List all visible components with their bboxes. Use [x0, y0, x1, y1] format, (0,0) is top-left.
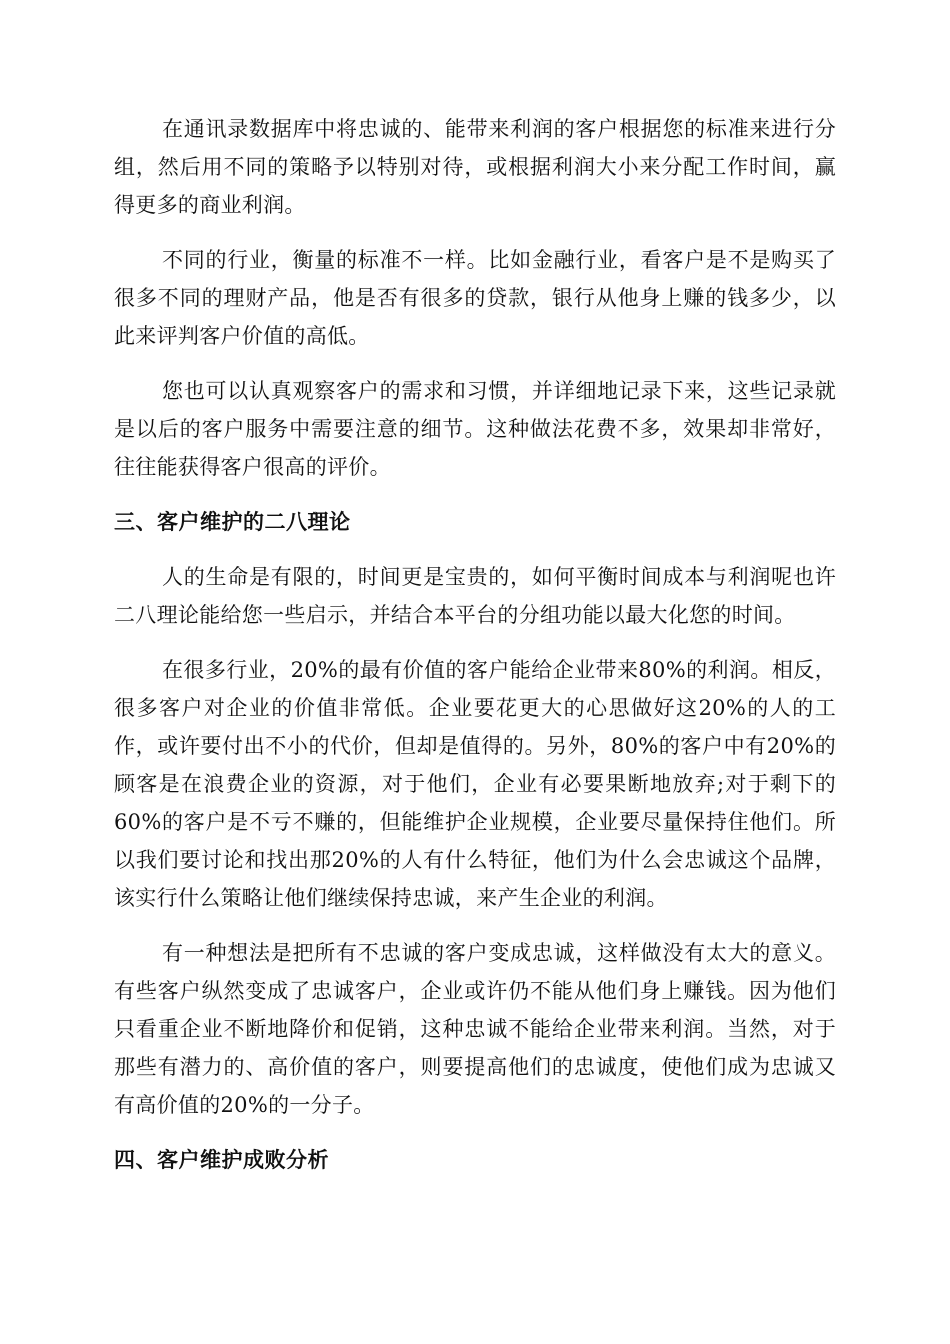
paragraph-loyalty-conversion: 有一种想法是把所有不忠诚的客户变成忠诚，这样做没有太大的意义。有些客户纵然变成了忠诚客户，企业或许仍不能从他们身上赚钱。因为他们只看重企业不断地降价和促销，这种忠诚不能给企业带来利润。当然，对于那些有潜力的、高价值的客户，则要提高他们的忠诚度，使他们成为忠诚又有高价值的20%的一分子。 — [114, 941, 836, 1117]
section-heading-success-failure: 四、客户维护成败分析 — [114, 1148, 329, 1172]
paragraph-pareto-analysis: 在很多行业，20%的最有价值的客户能给企业带来80%的利润。相反，很多客户对企业的价值非常低。企业要花更大的心思做好这20%的人的工作，或许要付出不小的代价，但却是值得的。另外，80%的客户中有20%的顾客是在浪费企业的资源，对于他们，企业有必要果断地放弃;对于剩下的60%的客户是不亏不赚的，但能维护企业规模，企业要尽量保持住他们。所以我们要讨论和找出那20%的人有什么特征，他们为什么会忠诚这个品牌，该实行什么策略让他们继续保持忠诚，来产生企业的利润。 — [114, 658, 836, 910]
paragraph-observe-customers: 您也可以认真观察客户的需求和习惯，并详细地记录下来，这些记录就是以后的客户服务中需要注意的细节。这种做法花费不多，效果却非常好，往往能获得客户很高的评价。 — [114, 379, 836, 479]
section-heading-80-20-theory: 三、客户维护的二八理论 — [114, 510, 351, 534]
paragraph-time-value: 人的生命是有限的，时间更是宝贵的，如何平衡时间成本与利润呢也许二八理论能给您一些启示，并结合本平台的分组功能以最大化您的时间。 — [114, 565, 836, 627]
paragraph-grouping-strategy: 在通讯录数据库中将忠诚的、能带来利润的客户根据您的标准来进行分组，然后用不同的策略予以特别对待，或根据利润大小来分配工作时间，赢得更多的商业利润。 — [114, 117, 836, 217]
paragraph-industry-standards: 不同的行业，衡量的标准不一样。比如金融行业，看客户是不是购买了很多不同的理财产品，他是否有很多的贷款，银行从他身上赚的钱多少，以此来评判客户价值的高低。 — [114, 248, 836, 348]
